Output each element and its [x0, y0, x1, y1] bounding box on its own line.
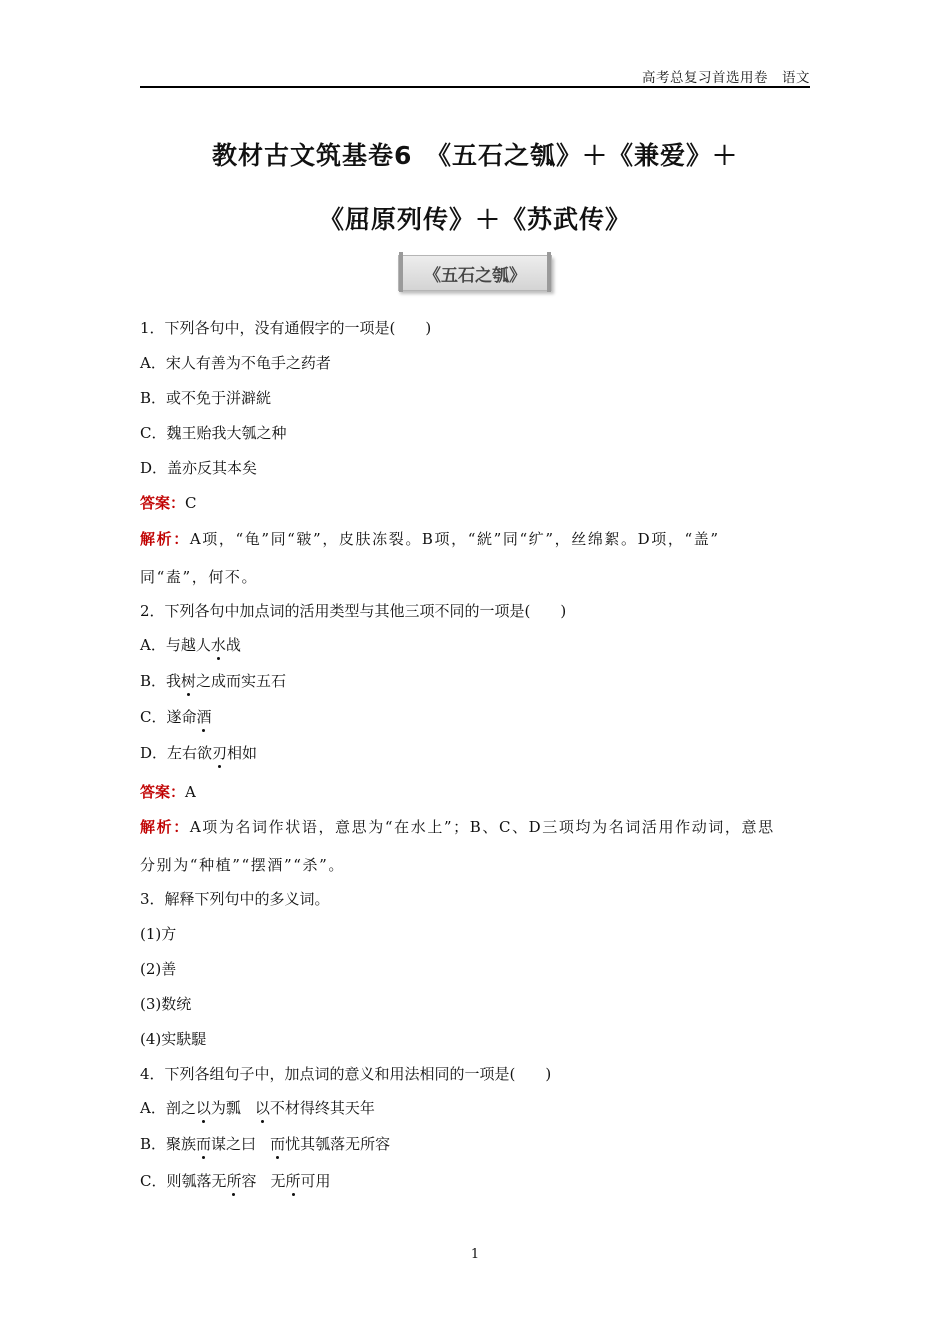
option-text: 相如 [227, 744, 258, 762]
option-text: 可用 [300, 1172, 331, 1190]
option-text: 谋之曰 [211, 1135, 257, 1153]
header-rule [140, 86, 810, 88]
q2-option-b [140, 670, 820, 691]
answer-label: 答案： [140, 494, 186, 512]
dotted-word: 以 [254, 1099, 270, 1117]
option-text: 无 [270, 1172, 286, 1190]
q2-analysis-cont: 分别为“种植”“摆酒”“杀”。 [140, 856, 346, 874]
q1-option-d: D．盖亦反其本矣 [140, 459, 258, 477]
option-text: C．遂命 [140, 708, 197, 726]
dotted-word: 所 [285, 1172, 301, 1190]
option-text: B．我 [140, 672, 182, 690]
answer-label: 答案： [140, 783, 186, 801]
q3-item-2: (2)善 [140, 960, 177, 978]
q1-analysis [140, 528, 820, 549]
q1-option-a: A．宋人有善为不龟手之药者 [140, 354, 331, 372]
q3-item-3: (3)数统 [140, 995, 192, 1013]
option-text: 为瓢 [210, 1099, 241, 1117]
option-text: 战 [225, 636, 241, 654]
q2-analysis [140, 816, 820, 837]
dotted-word: 酒 [196, 708, 212, 726]
q4-option-a [140, 1097, 820, 1118]
q2-stem: 2．下列各句中加点词的活用类型与其他三项不同的一项是( ) [140, 602, 567, 620]
q2-option-a [140, 634, 820, 655]
option-text: 忧其瓠落无所容 [285, 1135, 391, 1153]
analysis-label: 解析： [140, 530, 190, 548]
dotted-word: 以 [195, 1099, 211, 1117]
option-text: D．左右欲 [140, 744, 213, 762]
q1-analysis-cont: 同“盍”，何不。 [140, 568, 259, 586]
option-text: 之成而实五石 [196, 672, 287, 690]
option-text: 不材得终其天年 [269, 1099, 375, 1117]
dotted-word: 刃 [212, 744, 228, 762]
q3-item-1: (1)方 [140, 925, 177, 943]
page-number: 1 [470, 1247, 480, 1262]
option-text: B．聚族 [140, 1135, 197, 1153]
dotted-word: 而 [270, 1135, 286, 1153]
q2-option-c [140, 706, 820, 727]
analysis-text: A项，“龟”同“皲”，皮肤冻裂。B项，“絖”同“纩”，丝绵絮。D项，“盖” [189, 530, 720, 548]
dotted-word: 水 [210, 636, 226, 654]
answer-value: C [185, 494, 197, 512]
q1-option-c: C．魏王贻我大瓠之种 [140, 424, 287, 442]
q4-stem: 4．下列各组句子中，加点词的意义和用法相同的一项是( ) [140, 1065, 552, 1083]
dotted-word: 树 [181, 672, 197, 690]
header-text: 高考总复习首选用卷 语文 [642, 70, 810, 86]
q2-answer [140, 781, 820, 802]
option-text: A．剖之 [140, 1099, 196, 1117]
option-text: 容 [241, 1172, 257, 1190]
analysis-label: 解析： [140, 818, 190, 836]
dotted-word: 所 [226, 1172, 242, 1190]
q3-stem: 3．解释下列句中的多义词。 [140, 890, 330, 908]
q1-answer [140, 492, 820, 513]
q1-stem: 1．下列各句中，没有通假字的一项是( ) [140, 319, 432, 337]
q4-option-c [140, 1170, 820, 1191]
analysis-text: A项为名词作状语，意思为“在水上”；B、C、D三项均为名词活用作动词，意思 [189, 818, 775, 836]
page-title-line2: 《屈原列传》＋《苏武传》 [318, 205, 631, 234]
section-banner-label: 《五石之瓠》 [424, 265, 526, 286]
option-text: C．则瓠落无 [140, 1172, 227, 1190]
answer-value: A [185, 783, 196, 801]
q1-option-b: B．或不免于洴澼絖 [140, 389, 272, 407]
q4-option-b [140, 1133, 820, 1154]
section-banner [398, 255, 552, 291]
q2-option-d [140, 742, 820, 763]
dotted-word: 而 [196, 1135, 212, 1153]
option-text: A．与越人 [140, 636, 211, 654]
page-title-line1: 教材古文筑基卷6 《五石之瓠》＋《兼爱》＋ [212, 141, 738, 170]
q3-item-4: (4)实駃騠 [140, 1030, 207, 1048]
